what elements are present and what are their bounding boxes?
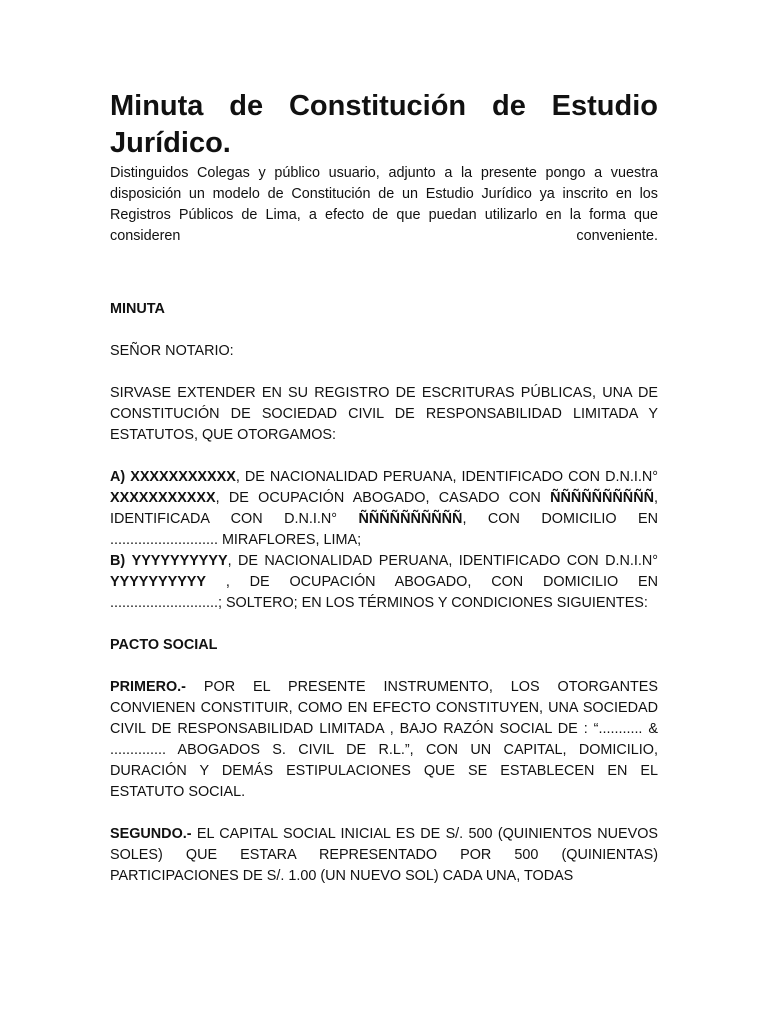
intro-paragraph: Distinguidos Colegas y público usuario, adjunto a la presente pongo a vuestra disposición un modelo de Constitución de un Estudio Jurídico ya inscrito en los Registros Públicos de Lima, a efecto de que puedan utilizarlo en la forma que consideren conveniente. (110, 165, 658, 244)
title-line-1: Minuta de Constitución de Estudio (110, 90, 658, 122)
party-b-dni: YYYYYYYYYY (110, 574, 206, 590)
document-page (110, 88, 658, 887)
party-a-dni: XXXXXXXXXXX (110, 490, 216, 506)
salutation: SEÑOR NOTARIO: (110, 343, 234, 359)
party-a-paragraph (110, 467, 658, 551)
party-b-paragraph (110, 551, 658, 614)
party-a-spouse-dni: ÑÑÑÑÑÑÑÑÑÑ (358, 511, 463, 527)
request-paragraph: SIRVASE EXTENDER EN SU REGISTRO DE ESCRITURAS PÚBLICAS, UNA DE CONSTITUCIÓN DE SOCIEDAD CIVIL DE RESPONSABILIDAD LIMITADA Y ESTATUTOS, QUE OTORGAMOS: (110, 385, 658, 443)
party-a-text-3: , IDENTIFICADA CON D.N.I.N° (110, 490, 658, 527)
party-b-label: B) (110, 553, 126, 569)
title-line-2: Jurídico. (110, 127, 231, 159)
clause-primero-text: POR EL PRESENTE INSTRUMENTO, LOS OTORGANTES CONVIENEN CONSTITUIR, COMO EN EFECTO CONSTITUYEN, UNA SOCIEDAD CIVIL DE RESPONSABILIDAD LIMITADA , BAJO RAZÓN SOCIAL DE : “........... & .............. ABOGADOS S. CIVIL DE R.L.”, CON UN CAPITAL, DOMICILIO, DURACIÓN Y DEMÁS ESTIPULACIONES QUE SE ESTABLECEN EN EL ESTATUTO SOCIAL. (110, 679, 658, 800)
party-a-text-1: , DE NACIONALIDAD PERUANA, IDENTIFICADO CON D.N.I.N° (235, 469, 659, 485)
pacto-social-heading: PACTO SOCIAL (110, 637, 218, 653)
party-a-name: XXXXXXXXXXX (130, 469, 236, 485)
party-a-spouse: ÑÑÑÑÑÑÑÑÑÑ (550, 490, 654, 506)
minuta-heading: MINUTA (110, 301, 165, 317)
party-b-text-1: , DE NACIONALIDAD PERUANA, IDENTIFICADO CON D.N.I.N° (227, 553, 659, 569)
party-a-text-2: , DE OCUPACIÓN ABOGADO, CASADO CON (215, 490, 551, 506)
clause-primero-label: PRIMERO.- (110, 679, 186, 695)
party-b-name: YYYYYYYYYY (131, 553, 228, 569)
party-a-label: A) (110, 469, 126, 485)
clause-segundo-label: SEGUNDO.- (110, 826, 192, 842)
party-b-text-2: , DE OCUPACIÓN ABOGADO, CON DOMICILIO EN ...........................; SOLTERO; EN LOS TÉRMINOS Y CONDICIONES SIGUIENTES: (110, 574, 658, 611)
document-title (110, 88, 658, 162)
party-a-text-4: , CON DOMICILIO EN ........................... MIRAFLORES, LIMA; (110, 511, 659, 548)
clause-segundo (110, 824, 658, 887)
clause-primero (110, 677, 658, 803)
clause-segundo-text: EL CAPITAL SOCIAL INICIAL ES DE S/. 500 (QUINIENTOS NUEVOS SOLES) QUE ESTARA REPRESENTADO POR 500 (QUINIENTAS) PARTICIPACIONES DE S/. 1.00 (UN NUEVO SOL) CADA UNA, TODAS (110, 826, 658, 884)
